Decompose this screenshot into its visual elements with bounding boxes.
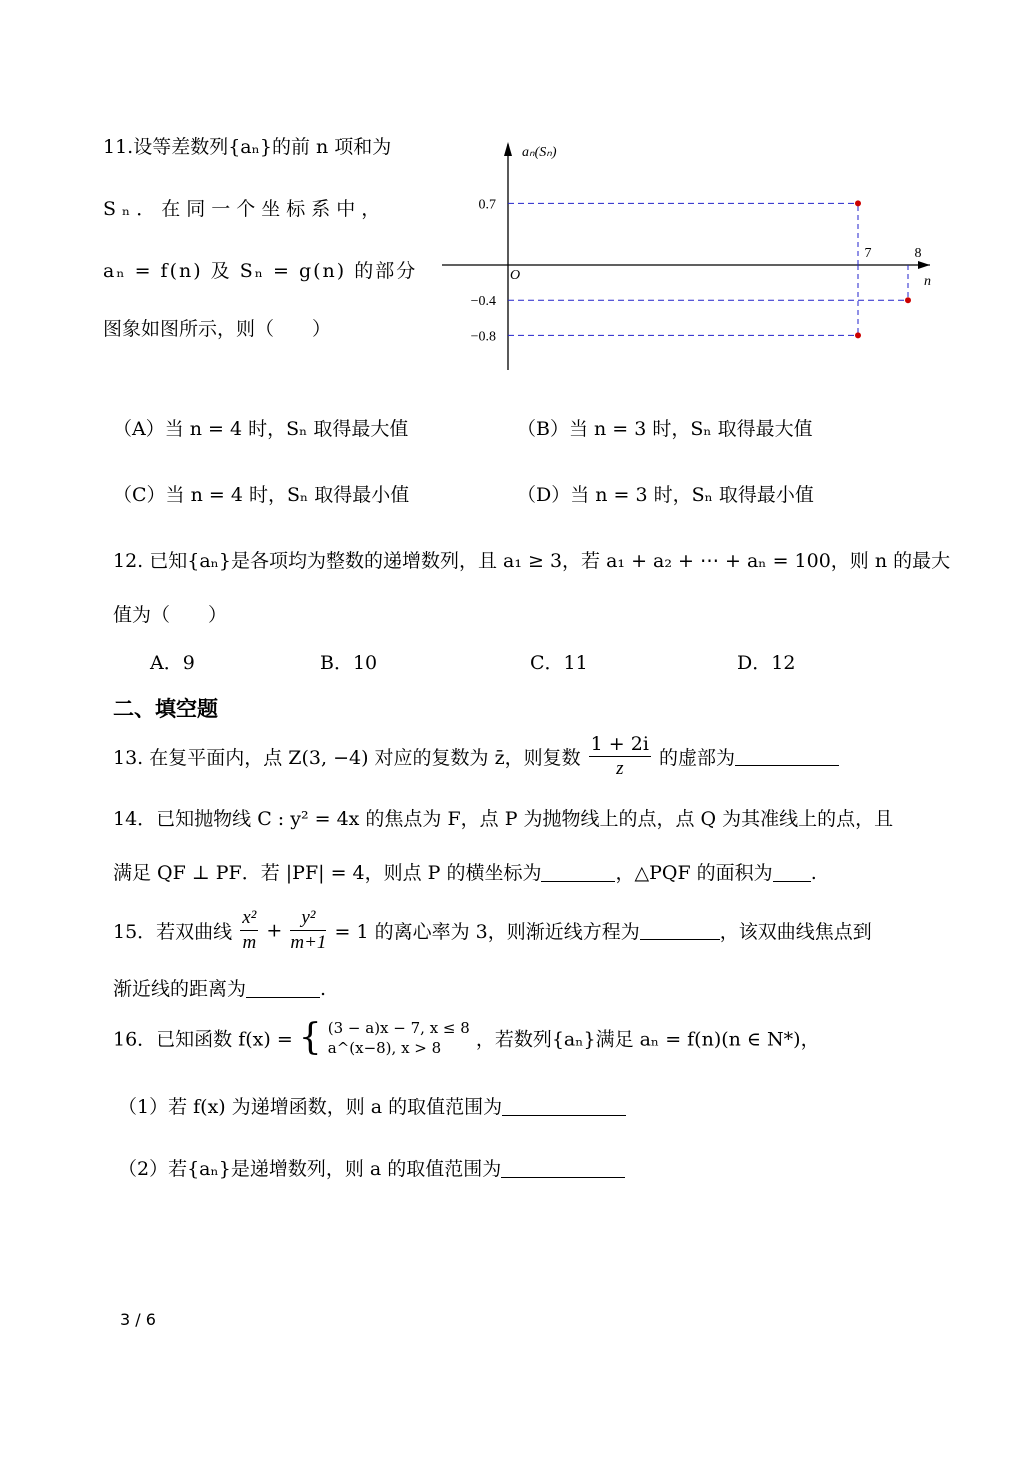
y-tick-label-1: −0.4 [470, 294, 496, 310]
q16-case-2: a^(x−8), x > 8 [327, 1039, 442, 1057]
q14-line2b: ，△PQF 的面积为 [615, 862, 773, 884]
q16-pre: 16．已知函数 f(x) = [113, 1028, 293, 1051]
q16-case-1: (3 − a)x − 7, x ≤ 8 [327, 1019, 470, 1037]
q11-line4: 图象如图所示，则（ ） [103, 318, 332, 340]
q15-frac-1 [240, 906, 258, 955]
q16-sub2-text: （2）若{aₙ}是递增数列，则 a 的取值范围为 [118, 1158, 502, 1180]
q15-line2-text: 渐近线的距离为 [113, 978, 247, 1000]
q16-cases [328, 1018, 470, 1058]
q16-blank-2[interactable] [501, 1159, 625, 1178]
q12-option-a: A．9 [150, 652, 195, 674]
y-tick-label-0: 0.7 [478, 197, 496, 213]
q11-option-d: （D）当 n = 3 时，Sₙ 取得最小值 [517, 484, 814, 506]
q11-line1: 11.设等差数列{aₙ}的前 n 项和为 [103, 136, 392, 158]
sequence-chart [430, 130, 950, 380]
x-axis-arrow [918, 261, 930, 269]
q16-post: ，若数列{aₙ}满足 aₙ = f(n)(n ∈ N*)， [475, 1028, 820, 1051]
q15-frac2-num: y² [290, 906, 326, 931]
q15-pre: 15．若双曲线 [113, 921, 233, 943]
q14-line2a: 满足 QF ⊥ PF．若 |PF| = 4，则点 P 的横坐标为 [113, 862, 542, 884]
q15-blank-2[interactable] [246, 979, 320, 998]
q15-frac1-den: m [242, 932, 257, 953]
q16-sub1 [118, 1092, 626, 1119]
q15-plus: + [266, 919, 283, 942]
q16-brace: { [298, 1017, 322, 1058]
q11-option-b: （B）当 n = 3 时，Sₙ 取得最大值 [517, 418, 813, 440]
page-number: 3 / 6 [120, 1310, 156, 1329]
data-point-1 [855, 332, 861, 338]
x-tick-label-0: 7 [864, 246, 872, 261]
q13-frac-num: 1 + 2i [590, 733, 649, 755]
q16-sub1-text: （1）若 f(x) 为递增函数，则 a 的取值范围为 [118, 1096, 503, 1118]
q15-blank-1[interactable] [640, 921, 720, 940]
q15-post2: ，该双曲线焦点到 [719, 921, 872, 943]
q13 [113, 732, 839, 781]
data-point-0 [855, 200, 861, 206]
q11-line2: Sₙ．在同一个坐标系中， [103, 198, 387, 220]
q15-frac1-num: x² [240, 906, 258, 931]
y-tick-label-2: −0.8 [470, 329, 496, 345]
q12-option-b: B．10 [320, 652, 378, 674]
q14-blank-2[interactable] [773, 863, 811, 882]
q12-option-d: D．12 [737, 652, 796, 674]
q15 [113, 906, 872, 955]
q14-line2 [113, 858, 817, 885]
q12-line1: 12. 已知{aₙ}是各项均为整数的递增数列，且 a₁ ≥ 3，若 a₁ + a₂ + ⋯ + aₙ = 100，则 n 的最大 [113, 550, 951, 572]
x-axis-label: n [924, 274, 931, 289]
section-title: 二、填空题 [113, 697, 218, 721]
q15-post: = 1 的离心率为 3，则渐近线方程为 [334, 921, 640, 943]
y-axis-arrow [504, 142, 512, 156]
q16 [113, 1018, 820, 1058]
q12-option-c: C．11 [530, 652, 588, 674]
q14-line2c: . [810, 862, 817, 884]
q13-fraction [589, 732, 651, 781]
q14-blank-1[interactable] [541, 863, 615, 882]
q11-option-a: （A）当 n = 4 时，Sₙ 取得最大值 [113, 418, 409, 440]
q14-line1: 14．已知抛物线 C : y² = 4x 的焦点为 F，点 P 为抛物线上的点，点 Q 为其准线上的点，且 [113, 808, 894, 830]
y-axis-label: aₙ(Sₙ) [522, 145, 557, 160]
q15-line2 [113, 974, 326, 1001]
q11-line3: aₙ = f(n) 及 Sₙ = g(n) 的部分 [103, 260, 418, 282]
q15-frac-2 [290, 906, 326, 955]
q12-line2: 值为（ ） [113, 604, 228, 626]
q16-sub2 [118, 1154, 625, 1181]
x-tick-label-1: 8 [914, 246, 922, 261]
q13-pre: 13. 在复平面内，点 Z(3, −4) 对应的复数为 z̄，则复数 [113, 747, 581, 769]
q13-answer-blank[interactable] [735, 747, 839, 766]
origin-label: O [510, 268, 521, 283]
q15-frac2-den: m+1 [290, 932, 327, 953]
q13-frac-den: z [616, 758, 624, 779]
q11-option-c: （C）当 n = 4 时，Sₙ 取得最小值 [113, 484, 410, 506]
q13-post: 的虚部为 [658, 747, 735, 769]
data-point-2 [905, 297, 911, 303]
q16-blank-1[interactable] [502, 1097, 626, 1116]
q15-line2-end: . [320, 978, 327, 1000]
